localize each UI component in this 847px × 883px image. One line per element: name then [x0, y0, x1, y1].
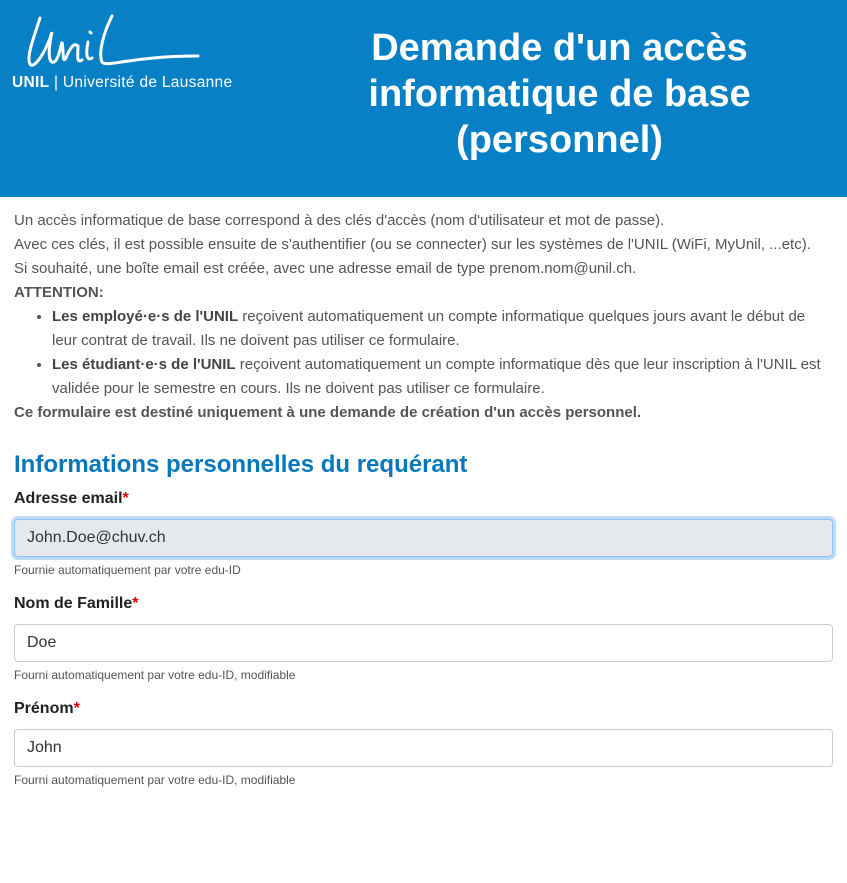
- lastname-help: Fourni automatiquement par votre edu-ID, modifiable: [14, 668, 296, 682]
- email-input[interactable]: [14, 519, 833, 557]
- form-content: [0, 197, 847, 788]
- list-item: • Les employé·e·s de l'UNIL reçoivent automatiquement un compte informatique quelques jours avant le début de leur contrat de travail. Ils ne doivent pas utiliser ce formulaire.: [52, 305, 833, 353]
- firstname-field-group: [14, 697, 833, 788]
- lastname-field-group: [14, 592, 833, 683]
- lastname-label: Nom de Famille*: [14, 595, 139, 612]
- attention-list: [52, 305, 833, 401]
- intro-line: Un accès informatique de base correspond à des clés d'accès (nom d'utilisateur et mot de passe).: [14, 212, 665, 229]
- email-label: Adresse email*: [14, 490, 129, 507]
- email-field-group: [14, 487, 833, 578]
- firstname-label: Prénom*: [14, 700, 80, 717]
- page-title: Demande d'un accès informatique de base (personnel): [368, 27, 751, 161]
- intro-line: Avec ces clés, il est possible ensuite de s'authentifier (ou se connecter) sur les systèmes de l'UNIL (WiFi, MyUnil, ...etc).: [14, 236, 811, 253]
- unil-logo[interactable]: [12, 12, 252, 92]
- section-title: Informations personnelles du requérant: [14, 451, 468, 478]
- intro-line: Si souhaité, une boîte email est créée, avec une adresse email de type prenom.nom@unil.ch.: [14, 260, 637, 277]
- firstname-help: Fourni automatiquement par votre edu-ID, modifiable: [14, 773, 296, 787]
- email-help: Fournie automatiquement par votre edu-ID: [14, 563, 241, 577]
- logo-text: UNIL | Université de Lausanne: [12, 74, 233, 91]
- list-item: • Les étudiant·e·s de l'UNIL reçoivent automatiquement un compte informatique dès que leur inscription à l'UNIL est validée pour le semestre en cours. Ils ne doivent pas utiliser ce formulaire.: [52, 353, 833, 401]
- firstname-input[interactable]: [14, 729, 833, 767]
- attention-label: ATTENTION:: [14, 284, 104, 301]
- page-header: [0, 0, 847, 197]
- lastname-input[interactable]: [14, 624, 833, 662]
- form-purpose-note: Ce formulaire est destiné uniquement à une demande de création d'un accès personnel.: [14, 404, 642, 421]
- unil-signature-icon: [12, 12, 202, 72]
